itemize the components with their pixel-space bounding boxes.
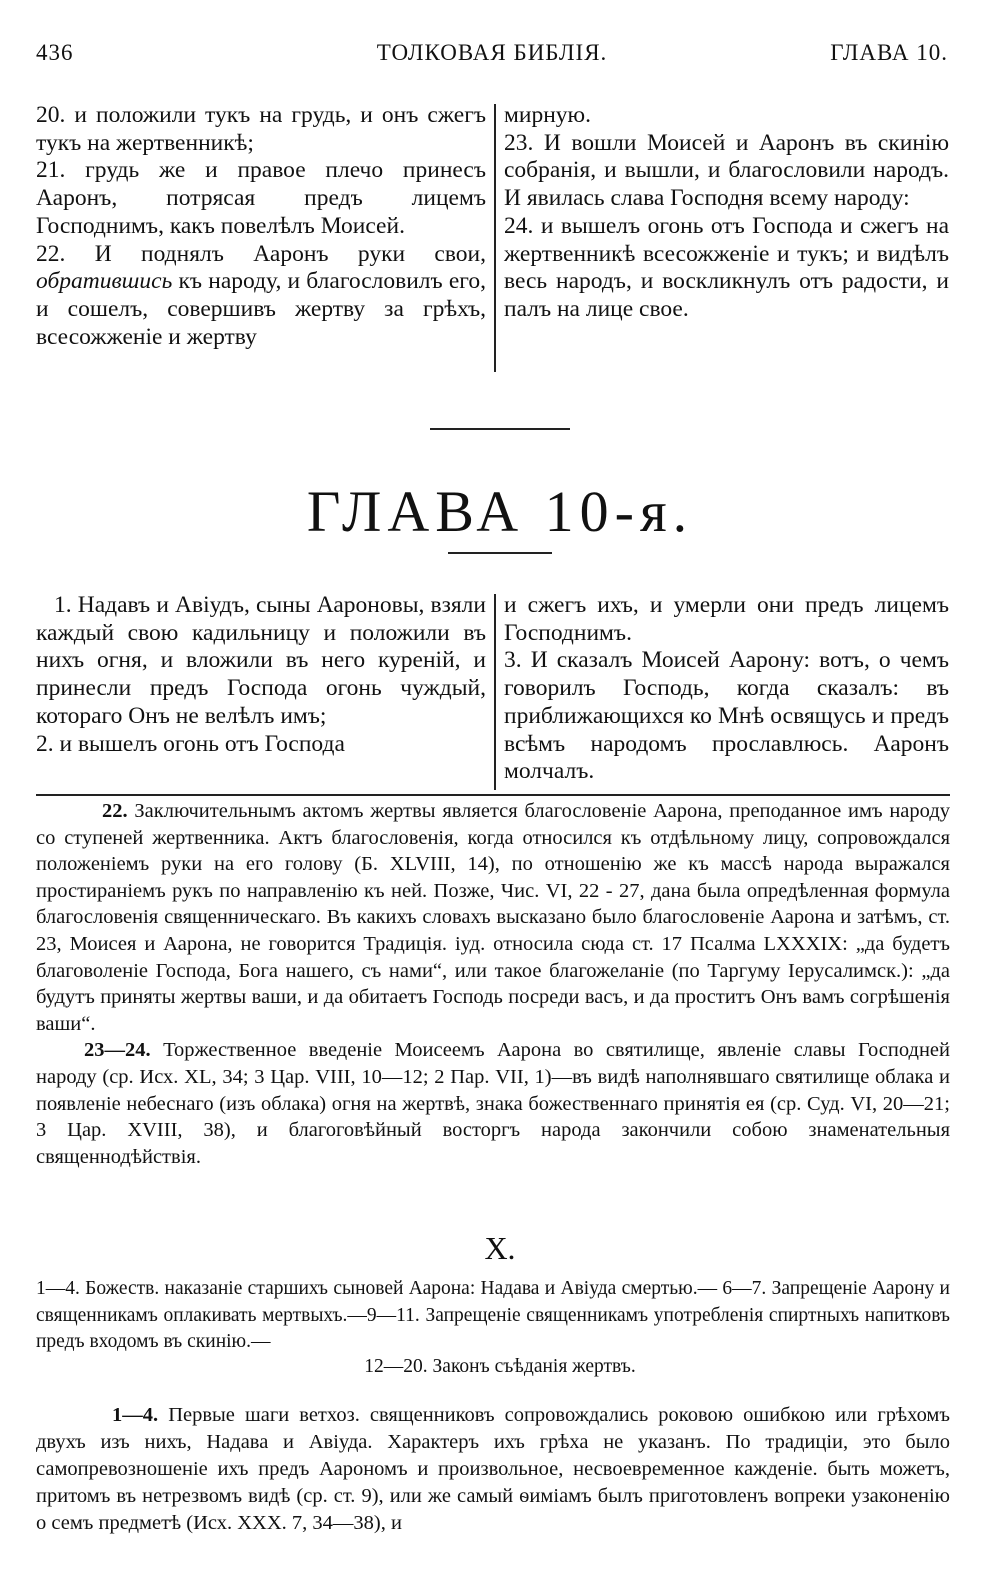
final-commentary-block: [36, 1402, 950, 1537]
commentary-22-number: 22.: [102, 800, 128, 822]
chapter-left-column: [36, 592, 486, 758]
page-number: 436: [36, 40, 74, 65]
section-numeral: X.: [484, 1230, 516, 1266]
verse-22: 22. И поднялъ Ааронъ руки свои, обратившись къ народу, и благословилъ его, и сошелъ, совершивъ жертву за грѣхъ, всесожженіе и жертву: [36, 240, 486, 350]
chapter-heading: ГЛАВА 10-я.: [306, 479, 694, 544]
commentary-23-24-number: 23—24.: [84, 1039, 151, 1062]
verse-3: 3. И сказалъ Моисей Аарону: вотъ, о чемъ говорилъ Господь, когда сказалъ: въ приближающихся ко Мнѣ освящусь и предъ всѣмъ народомъ прославлюсь. Ааронъ молчалъ.: [504, 647, 949, 785]
section-summary: 1—4. Божеств. наказаніе старшихъ сыновей Аарона: Надава и Авіуда смертью.— 6—7. Запрещеніе Аарону и священникамъ оплакивать мертвыхъ.—9—11. Запрещеніе священникамъ употребленія спиртныхъ напитковъ предъ входомъ въ скинію.—: [36, 1278, 950, 1353]
ornament-rule-top: [430, 428, 570, 430]
commentary-22-text: Заключительнымъ актомъ жертвы является благословеніе Аарона, преподанное имъ народу со ступеней жертвенника. Актъ благословенія, когда относился къ отдѣльному лицу, сопровождался положеніемъ руки на его голову (Б. XLVIII, 14), по отношенію же къ массѣ народа выражался простираніемъ рукъ по направленію къ ней. Позже, Чис. VI, 22 - 27, дана была опредѣленная формула благословенія священническаго. Въ какихъ словахъ высказано было благословеніе Аарона и затѣмъ, ст. 23, Моисея и Аарона, не говорится Традиція. іуд. относила сюда ст. 17 Псалма LXXXIX: „да будетъ благоволеніе Господа, Бога нашего, съ нами“, или такое благожеланіе (по Таргуму Іерусалимск.): „да будутъ приняты жертвы ваши, и да обитаетъ Господь посреди васъ, и да проститъ Онъ вамъ согрѣшенія ваши“.: [36, 800, 950, 1035]
commentary-23-24-text: Торжественное введеніе Моисеемъ Аарона во святилище, явленіе славы Господней народу (ср. Исх. XL, 34; 3 Цар. VIII, 10—12; 2 Пар. VII, 1)—въ видѣ наполнявшаго святилище облака и появленіе небеснаго (изъ облака) огня на жертвѣ, знака божественнаго принятія ея (ср. Суд. VI, 20—21; 3 Цар. XVIII, 38), и благоговѣйный восторгъ народа закончили собою знаменательныя священнодѣйствія.: [36, 1039, 951, 1168]
verse-21: 21. грудь же и правое плечо принесъ Ааронъ, потрясая предъ лицемъ Господнимъ, какъ повелѣлъ Моисей.: [36, 157, 486, 239]
chapter-right-column: [504, 592, 949, 786]
commentary-block: [36, 798, 950, 1170]
commentary-1-4-text: Первые шаги ветхоз. священниковъ сопровождались роковою ошибкою или грѣхомъ двухъ изъ нихъ, Надава и Авіуда. Характеръ ихъ грѣха не указанъ. По традиціи, это было самопревозношеніе ихъ предъ Аарономъ и произвольное, несвоевременное кажденіе. быть можетъ, притомъ въ нетрезвомъ видѣ (ср. ст. 9), или же самый ѳиміамъ былъ приготовленъ вопреки узаконенію о семъ предметѣ (Исх. XXX. 7, 34—38), и: [36, 1404, 951, 1534]
verse-20: 20. и положили тукъ на грудь, и онъ сжегъ тукъ на жертвенникѣ;: [36, 102, 486, 156]
verse-24: 24. и вышелъ огонь отъ Господа и сжегъ на жертвенникѣ всесожженіе и тукъ; и видѣлъ весь народъ, и воскликнулъ отъ радости, и палъ на лице свое.: [504, 212, 949, 322]
commentary-1-4: [36, 1402, 950, 1537]
top-left-column: [36, 102, 486, 351]
italic-word: обратившись: [36, 268, 173, 295]
footnote-rule: [36, 794, 950, 796]
page-header: [36, 40, 948, 80]
top-right-column: [504, 102, 949, 324]
commentary-1-4-number: 1—4.: [112, 1404, 159, 1426]
verse-2-continuation: и сжегъ ихъ, и умерли они предъ лицемъ Господнимъ.: [504, 592, 949, 646]
column-divider: [494, 594, 496, 790]
verse-23: 23. И вошли Моисей и Ааронъ въ скинію собранія, и вышли, и благословили народъ. И явилась слава Господня всему народу:: [504, 129, 949, 212]
column-divider: [494, 104, 496, 372]
commentary-23-24: [36, 1037, 950, 1170]
verse-22-continuation: мирную.: [504, 102, 591, 128]
chapter-verse-block: [36, 592, 950, 792]
commentary-22: [36, 798, 950, 1037]
running-title: ТОЛКОВАЯ БИБЛІЯ.: [376, 40, 608, 65]
verse-2: 2. и вышелъ огонь отъ Господа: [36, 730, 345, 757]
chapter-label: ГЛАВА 10.: [830, 40, 948, 65]
section-summary-last-line: 12—20. Законъ съѣданія жертвъ.: [364, 1356, 636, 1377]
verse-1: 1. Надавъ и Авіудъ, сыны Аароновы, взяли каждый свою кадильницу и положили въ нихъ огня, и вложили въ него куреній, и принесли предъ Господа огонь чуждый, котораго Онъ не велѣлъ имъ;: [36, 592, 486, 729]
top-verse-block: [36, 102, 950, 374]
ornament-rule-bottom: [448, 552, 552, 554]
